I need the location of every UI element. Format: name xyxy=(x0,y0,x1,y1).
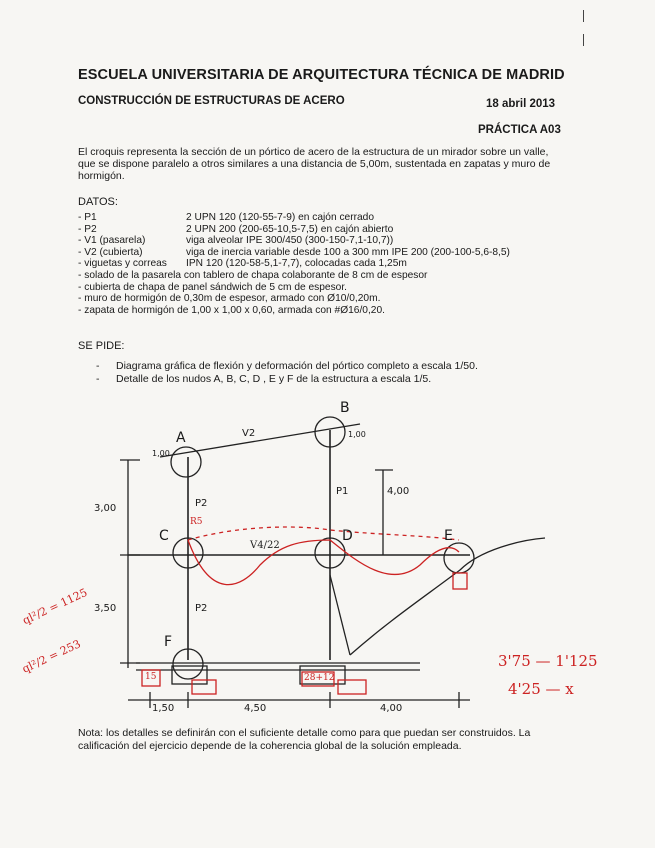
datos-key: - V2 (cubierta) xyxy=(78,246,143,258)
bullet: - xyxy=(96,373,100,385)
dim-a-small: 1,00 xyxy=(152,449,170,458)
node-b-label: B xyxy=(340,400,350,416)
intro-paragraph: El croquis representa la sección de un pórtico de acero de la estructura de un mirador sobre un valle, que se dispone paralelo a otros similares a una distancia de 5,00m, sustentada en zapatas y muro de hormigón. xyxy=(78,146,551,182)
handwritten-box xyxy=(192,680,216,694)
member-v2-label: V2 xyxy=(242,428,256,439)
datos-value: 2 UPN 120 (120-55-7-9) en cajón cerrado xyxy=(186,212,375,223)
dim-b-small: 1,00 xyxy=(348,430,366,439)
footer-note: Nota: los detalles se definirán con el suficiente detalle como para que puedan ser construidos. La calificación del ejercicio depende de la coherencia global de la solución empleada. xyxy=(78,727,531,752)
moment-diagram xyxy=(188,540,459,585)
brace xyxy=(330,575,350,655)
dim-h3: 4,00 xyxy=(387,486,410,497)
datos-key: - V1 (pasarela) xyxy=(78,235,146,247)
dim-h1: 3,00 xyxy=(94,503,117,514)
handwritten-box xyxy=(338,680,366,694)
handwritten-note: ql²/2 = 253 xyxy=(20,637,83,676)
dim-x1: 1,50 xyxy=(152,703,175,714)
dim-x3: 4,00 xyxy=(380,703,403,714)
school-title: ESCUELA UNIVERSITARIA DE ARQUITECTURA TÉCNICA DE MADRID xyxy=(78,67,565,83)
datos-key: - zapata de hormigón de 1,00 x 1,00 x 0,60, armada con #Ø16/0,20. xyxy=(78,304,385,316)
handwritten-note: V4/22 xyxy=(250,540,280,551)
dim-h2: 3,50 xyxy=(94,603,117,614)
datos-key: - solado de la pasarela con tablero de chapa colaborante de 8 cm de espesor xyxy=(78,269,428,281)
handwritten-note: 15 xyxy=(145,672,157,682)
sepide-text: Detalle de los nudos A, B, C, D , E y F de la estructura a escala 1/5. xyxy=(116,373,432,385)
handwritten-box xyxy=(453,573,467,589)
sepide-text: Diagrama gráfica de flexión y deformación del pórtico completo a escala 1/50. xyxy=(116,360,478,372)
dim-x2: 4,50 xyxy=(244,703,267,714)
datos-key: - muro de hormigón de 0,30m de espesor, armado con Ø10/0,20m. xyxy=(78,293,381,305)
datos-key: - P2 xyxy=(78,223,97,235)
node-e-label: E xyxy=(444,528,453,544)
datos-heading: DATOS: xyxy=(78,196,118,208)
node-d-label: D xyxy=(342,528,353,544)
handwritten-note: R5 xyxy=(190,517,203,527)
node-a-label: A xyxy=(176,430,186,446)
member-p2-top-label: P2 xyxy=(195,498,208,509)
datos-value: viga de inercia variable desde 100 a 300 mm IPE 200 (200-100-5,6-8,5) xyxy=(186,246,510,258)
datos-value: viga alveolar IPE 300/450 (300-150-7,1-10,7)) xyxy=(186,235,394,247)
handwritten-note: 28+12 xyxy=(304,673,335,683)
deformed-shape xyxy=(188,527,459,540)
exam-date: 18 abril 2013 xyxy=(486,98,556,110)
datos-value: IPN 120 (120-58-5,1-7,7), colocadas cada 1,25m xyxy=(186,258,407,270)
datos-key: - viguetas y correas xyxy=(78,258,167,270)
course-title: CONSTRUCCIÓN DE ESTRUCTURAS DE ACERO xyxy=(78,95,345,107)
sepide-heading: SE PIDE: xyxy=(78,340,125,352)
bullet: - xyxy=(96,360,100,372)
node-f-label: F xyxy=(164,634,173,650)
member-p1-label: P1 xyxy=(336,486,349,497)
node-a-circle xyxy=(171,447,201,477)
member-p2-bottom-label: P2 xyxy=(195,603,208,614)
practice-id: PRÁCTICA A03 xyxy=(478,124,561,136)
handwritten-note: 3'75 — 1'125 xyxy=(498,652,598,670)
handwritten-note: ql²/2 = 1125 xyxy=(20,585,90,628)
handwritten-note: 4'25 — x xyxy=(508,680,574,698)
node-c-label: C xyxy=(159,528,169,544)
datos-key: - P1 xyxy=(78,212,97,223)
datos-value: 2 UPN 200 (200-65-10,5-7,5) en cajón abierto xyxy=(186,223,394,235)
datos-key: - cubierta de chapa de panel sándwich de 5 cm de espesor. xyxy=(78,281,348,293)
